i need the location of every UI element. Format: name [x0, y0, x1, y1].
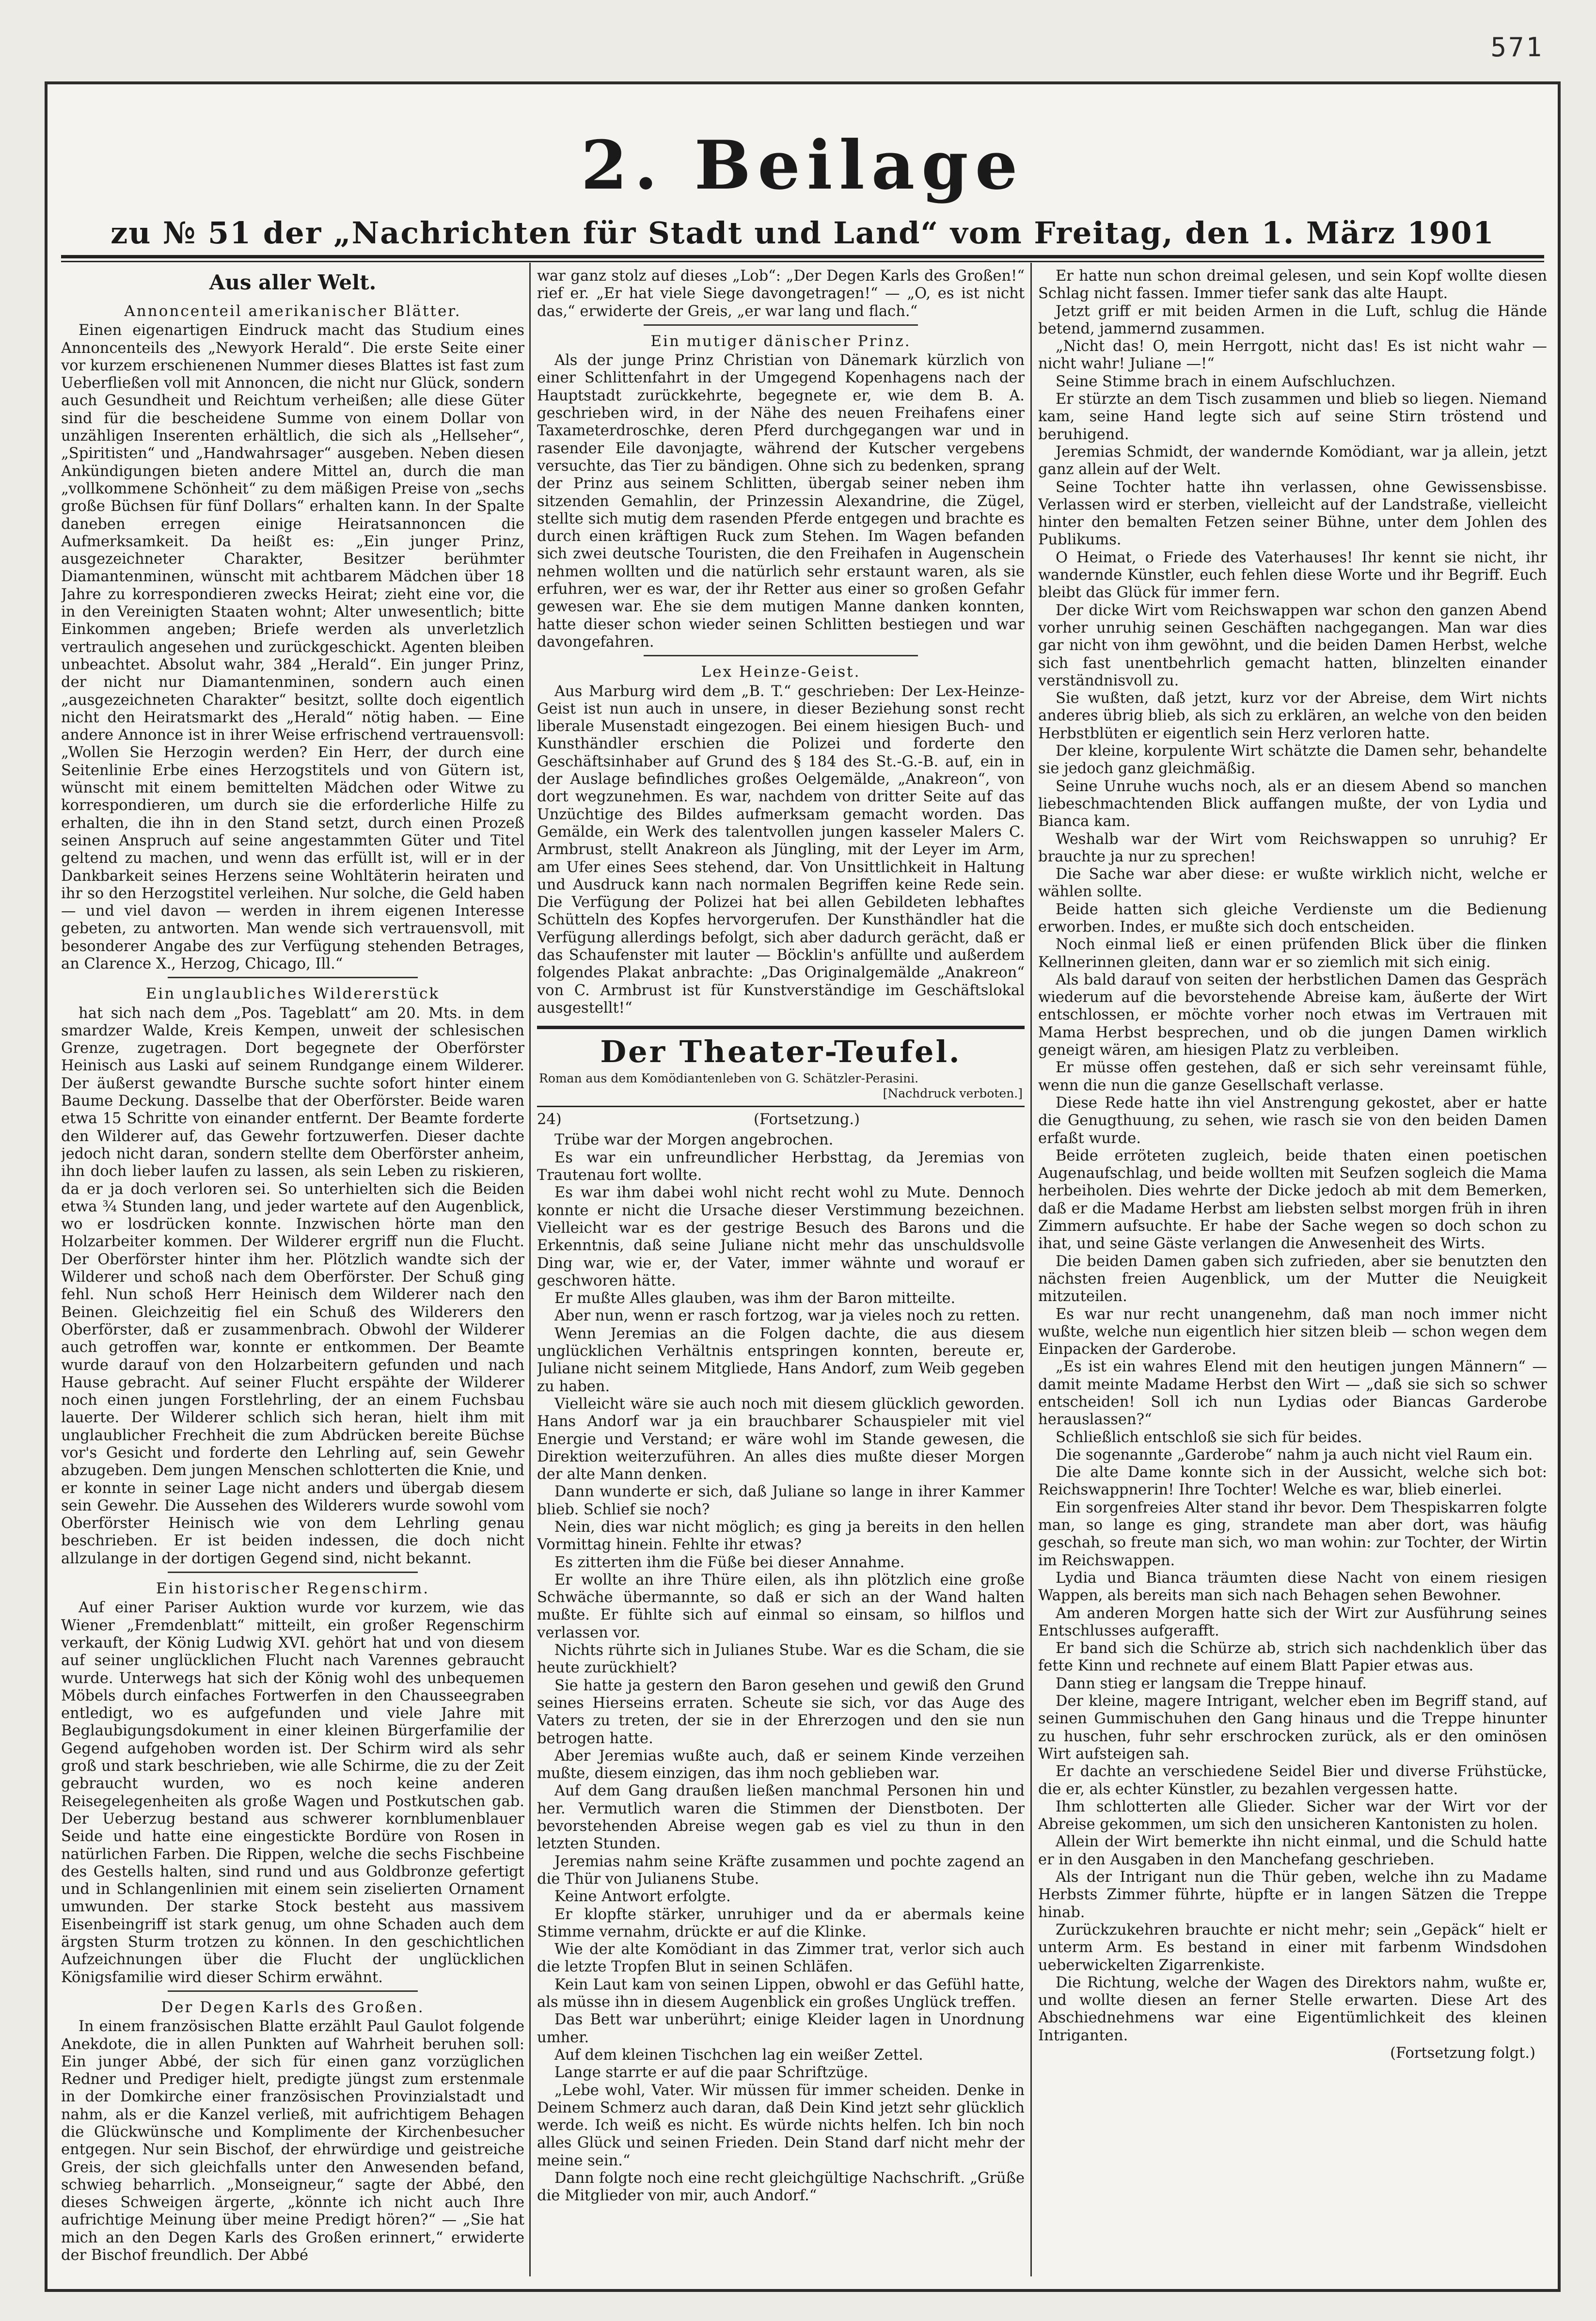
story-paragraph: Ihm schlotterten alle Glieder. Sicher war der Wirt vor der Abreise gekommen, um sich den unsicheren Kantonisten zu holen. — [1038, 1798, 1547, 1833]
story-paragraph: Wenn Jeremias an die Folgen dachte, die aus diesem unglücklichen Verhältnis entspringen konnten, bereute er, Juliane nicht seinem Mitgliede, Hans Andorf, zum Weib gegeben zu haben. — [537, 1325, 1025, 1395]
story-paragraph: Die beiden Damen gaben sich zufrieden, aber sie benutzten den nächsten freien Augenblick, um der Mutter die Neuigkeit mitzuteilen. — [1038, 1253, 1547, 1305]
column-divider — [529, 263, 531, 2276]
article-paragraph: war ganz stolz auf dieses „Lob“: „Der Degen Karls des Großen!“ rief er. „Er hat viele Siege davongetragen!“ — „O, es ist nicht das,“ erwiderte der Greis, „er war lang und flach.“ — [537, 268, 1025, 320]
story-paragraph: Als der Intrigant nun die Thür geben, welche ihn zu Madame Herbsts Zimmer führte, hüpfte er in langen Sätzen die Treppe hinab. — [1038, 1869, 1547, 1921]
article-paragraph: Als der junge Prinz Christian von Dänemark kürzlich von einer Schlittenfahrt in der Umgegend Kopenhagens nach der Hauptstadt zurückkehrte, begegnete er, wie dem B. A. geschrieben wird, in der Nähe des neuen Freihafens einer Taxameterdroschke, deren Pferd durchgegangen war und in rasender Eile davonjagte, während der Kutscher vergebens versuchte, das Tier zu bändigen. Ohne sich zu bedenken, sprang der Prinz aus seinem Schlitten, übergab seiner neben ihm sitzenden Gemahlin, der Prinzessin Alexandrine, die Zügel, stellte sich mutig dem rasenden Pferde entgegen und brachte es durch einen kräftigen Ruck zum Stehen. Im Wagen befanden sich zwei deutsche Touristen, die den Freihafen in Augenschein nehmen wollten und die natürlich sehr erstaunt waren, als sie erfuhren, wer es war, der ihr Retter aus einer so großen Gefahr gewesen war. Ehe sie dem mutigen Manne danken konnten, hatte dieser schon wieder seinen Schlitten bestiegen und war davongefahren. — [537, 352, 1025, 651]
story-paragraph: Es war ein unfreundlicher Herbsttag, da Jeremias von Trautenau fort wollte. — [537, 1149, 1025, 1184]
story-paragraph: Er müsse offen gestehen, daß er sich sehr vereinsamt fühle, wenn die nun die ganze Gesellschaft verlasse. — [1038, 1059, 1547, 1094]
story-paragraph: „Es ist ein wahres Elend mit den heutigen jungen Männern“ — damit meinte Madame Herbst den Wirt — „daß sie sich so schwer entscheiden! Soll ich nun Lydias oder Biancas Garderobe herauslassen?“ — [1038, 1358, 1547, 1429]
page-number: 571 — [1490, 32, 1544, 63]
story-paragraph: Jeremias Schmidt, der wandernde Komödiant, war ja allein, jetzt ganz allein auf der Welt. — [1038, 443, 1547, 478]
article-title: Ein mutiger dänischer Prinz. — [650, 332, 911, 350]
article-title: Lex Heinze-Geist. — [701, 663, 861, 681]
story-paragraph: Als bald darauf von seiten der herbstlichen Damen das Gespräch wiederum auf die bevorstehende Abreise kam, äußerte der Wirt entschlossen, er möchte vorher noch etwas im Vertrauen mit Mama Herbst besprechen, und ob die jungen Damen wirklich geneigt wären, am hiesigen Platz zu verbleiben. — [1038, 971, 1547, 1059]
story-paragraph: Der kleine, magere Intrigant, welcher eben im Begriff stand, auf seinen Gummischuhen den Gang hinaus und die Treppe hinunter zu huschen, fuhr sehr erschrocken zurück, als er den ominösen Wirt aufsteigen sah. — [1038, 1693, 1547, 1763]
story-paragraph: Wie der alte Komödiant in das Zimmer trat, verlor sich auch die letzte Tropfen Blut in seinen Schläfen. — [537, 1941, 1025, 1976]
story-paragraph: Schließlich entschloß sie sich für beides. — [1056, 1429, 1362, 1446]
story-paragraph: Sie hatte ja gestern den Baron gesehen und gewiß den Grund seines Hierseins erraten. Scheute sie sich, vor das Auge des Vaters zu treten, der sie in der Ehrerzogen und den sie nun betrogen hatte. — [537, 1677, 1025, 1747]
story-paragraph: Lange starrte er auf die paar Schriftzüge. — [554, 2064, 869, 2082]
masthead-rule — [61, 255, 1544, 258]
continuation-label: (Fortsetzung.) — [753, 1111, 860, 1129]
story-paragraph: Er stürzte an dem Tisch zusammen und blieb so liegen. Niemand kam, seine Hand legte sich auf seine Stirn tröstend und beruhigend. — [1038, 391, 1547, 443]
story-paragraph: Dann folgte noch eine recht gleichgültige Nachschrift. „Grüße die Mitglieder von mir, auch Andorf.“ — [537, 2169, 1025, 2205]
masthead — [47, 126, 1558, 251]
article-separator — [168, 1572, 418, 1573]
story-paragraph: Nichts rührte sich in Julianes Stube. War es die Scham, die sie heute zurückhielt? — [537, 1642, 1025, 1677]
story-paragraph: Am anderen Morgen hatte sich der Wirt zur Ausführung seines Entschlusses aufgerafft. — [1038, 1605, 1547, 1639]
story-paragraph: Es war nur recht unangenehm, daß man noch immer nicht wußte, welche nun eigentlich hier sitzen bleib — schon wegen dem Einpacken der Garderobe. — [1038, 1305, 1547, 1358]
to-be-continued — [1038, 2045, 1547, 2062]
masthead-rule-thin — [61, 261, 1544, 262]
article-title: Der Degen Karls des Großen. — [161, 1998, 425, 2016]
feuilleton-byline: Roman aus dem Komödiantenleben von G. Schätzler-Perasini. — [539, 1071, 919, 1086]
story-paragraph: Seine Tochter hatte ihn verlassen, ohne Gewissensbisse. Verlassen wird er sterben, vielleicht auf der Landstraße, vielleicht hinter den bemalten Fetzen seiner Bühne, unter dem Johlen des Publikums. — [1038, 478, 1547, 549]
article-paragraph: Aus Marburg wird dem „B. T.“ geschrieben: Der Lex-Heinze-Geist ist nun auch in unsere, in dieser Beziehung sonst recht liberale Musenstadt eingezogen. Bei einem hiesigen Buch- und Kunsthändler erschien die Polizei und forderte den Geschäftsinhaber auf Grund des § 184 des St.-G.-B. auf, ein in der Auslage befindliches großes Oelgemälde, „Anakreon“, von dort wegzunehmen. Es war, nachdem von dritter Seite auf das Unzüchtige des Bildes aufmerksam gemacht worden. Das Gemälde, ein Werk des talentvollen jungen kasseler Malers C. Armbrust, stellt Anakreon als Jüngling, mit der Leyer im Arm, am Ufer eines Sees stehend, dar. Von Unsittlichkeit in Haltung und Ausdruck kann nach normalen Begriffen keine Rede sein. Die Verfügung der Polizei hat bei allen Gebildeten lebhaftes Schütteln des Kopfes hervorgerufen. Der Kunsthändler hat die Verfügung allerdings befolgt, sich aber dadurch gerächt, daß er das Schaufenster mit lauter — Böcklin's anfüllte und außerdem folgendes Plakat anbrachte: „Das Originalgemälde „Anakreon“ von C. Armbrust ist für Kunstverständige im Geschäftslokal ausgestellt!“ — [537, 683, 1025, 1017]
story-paragraph: Sie wußten, daß jetzt, kurz vor der Abreise, dem Wirt nichts anderes übrig blieb, als sich zu erklären, an welche von den beiden Herbstblüten er eigentlich sein Herz verloren hatte. — [1038, 690, 1547, 742]
story-paragraph: Nein, dies war nicht möglich; es ging ja bereits in den hellen Vormittag hinein. Fehlte ihr etwas? — [537, 1519, 1025, 1554]
story-paragraph: „Lebe wohl, Vater. Wir müssen für immer scheiden. Denke in Deinem Schmerz auch daran, daß Dein Kind jetzt sehr glücklich werde. Ich weiß es nicht. Es würde nichts helfen. Ich bin noch alles Glück und seinen Frieden. Dein Stand darf nicht mehr der meine sein.“ — [537, 2082, 1025, 2169]
article-separator — [168, 977, 418, 978]
story-paragraph: Dann stieg er langsam die Treppe hinauf. — [1056, 1675, 1367, 1692]
story-paragraph: Das Bett war unberührt; einige Kleider lagen in Unordnung umher. — [537, 2011, 1025, 2046]
article-separator — [644, 655, 918, 656]
story-paragraph: O Heimat, o Friede des Vaterhauses! Ihr kennt sie nicht, ihr wandernde Künstler, euch fehlen diese Worte und ihr Begriff. Euch bleibt das Glück für immer fern. — [1038, 549, 1547, 602]
section-heading: Aus aller Welt. — [209, 270, 377, 294]
feuilleton-title: Der Theater-Teufel. — [600, 1034, 962, 1070]
column-2 — [537, 268, 1025, 2274]
story-paragraph: Aber nun, wenn er rasch fortzog, war ja vieles noch zu retten. — [554, 1307, 1020, 1325]
story-paragraph: Lydia und Bianca träumten diese Nacht von einem riesigen Wappen, als bereits man sich nach Behagen sehen Bewohner. — [1038, 1569, 1547, 1605]
masthead-title: 2. Beilage — [581, 126, 1025, 205]
article-paragraph: Auf einer Pariser Auktion wurde vor kurzem, wie das Wiener „Fremdenblatt“ mitteilt, ein großer Regenschirm verkauft, der König Ludwig XVI. gehört hat und von diesem auf seiner unglücklichen Flucht nach Varennes gebraucht wurde. Unterwegs hat sich der König wohl des unbequemen Möbels durch einfaches Fortwerfen in den Chausseegraben entledigt, wo es aufgefunden und viele Jahre mit Beglaubigungsdokument in einer kleinen Bürgerfamilie der Gegend aufgehoben worden ist. Der Schirm wird als sehr groß und stark beschrieben, wie alle Schirme, die zu der Zeit gebraucht wurden, wo es noch keine anderen Reisegelegenheiten als große Wagen und Postkutschen gab. Der Ueberzug bestand aus schwerer kornblumenblauer Seide und hatte eine eingestickte Bordüre von Rosen in natürlichen Farben. Die Rippen, welche die sechs Fischbeine des Gestells halten, sind rund und aus Goldbronze gefertigt und in Schlangenlinien mit einem sein ziselierten Ornament umwunden. Der starke Stock besteht aus massivem Eisenbeingriff ist stark genug, um ohne Schaden auch dem ärgsten Sturm trotzen zu können. In den geschichtlichen Aufzeichnungen über die Flucht der unglücklichen Königsfamilie wird dieser Schirm erwähnt. — [61, 1599, 524, 1986]
story-paragraph: Seine Stimme brach in einem Aufschluchzen. — [1056, 373, 1396, 390]
article-title: Annoncenteil amerikanischer Blätter. — [124, 302, 461, 320]
reprint-notice: [Nachdruck verboten.] — [883, 1086, 1023, 1101]
column-1 — [61, 268, 524, 2274]
story-paragraph: Jeremias nahm seine Kräfte zusammen und pochte zagend an die Thür von Julianens Stube. — [537, 1853, 1025, 1888]
story-paragraph: „Nicht das! O, mein Herrgott, nicht das! Es ist nicht wahr — nicht wahr! Juliane —!“ — [1038, 338, 1547, 373]
story-paragraph: Allein der Wirt bemerkte ihn nicht einmal, und die Schuld hatte er in den Ausgaben in den Manchefang geschrieben. — [1038, 1833, 1547, 1868]
story-paragraph: Keine Antwort erfolgte. — [554, 1888, 731, 1906]
story-paragraph: Noch einmal ließ er einen prüfenden Blick über die flinken Kellnerinnen gleiten, dann war er so ziemlich mit sich einig. — [1038, 936, 1547, 971]
story-paragraph: Die Sache war aber diese: er wußte wirklich nicht, welche er wählen sollte. — [1038, 866, 1547, 901]
story-paragraph: Trübe war der Morgen angebrochen. — [554, 1131, 834, 1149]
story-paragraph: Dann wunderte er sich, daß Juliane so lange in ihrer Kammer blieb. Schlief sie noch? — [537, 1483, 1025, 1518]
story-paragraph: Der kleine, korpulente Wirt schätzte die Damen sehr, behandelte sie jedoch ganz gleichmäßig. — [1038, 743, 1547, 778]
story-paragraph: Er hatte nun schon dreimal gelesen, und sein Kopf wollte diesen Schlag nicht fassen. Immer tiefer sank das alte Haupt. — [1038, 268, 1547, 302]
story-paragraph: Er band sich die Schürze ab, strich sich nachdenklich über das fette Kinn und rechnete auf einem Blatt Papier etwas aus. — [1038, 1640, 1547, 1675]
story-paragraph: Er wollte an ihre Thüre eilen, als ihn plötzlich eine große Schwäche übermannte, so daß er sich an der Wand halten mußte. Er fühlte sich auf einmal so einsam, so hilflos und verlassen vor. — [537, 1571, 1025, 1641]
story-paragraph: Auf dem Gang draußen ließen manchmal Personen hin und her. Vermutlich waren die Stimmen der Dienstboten. Der bevorstehenden Abreise wegen gab es viel zu thun in den letzten Stunden. — [537, 1782, 1025, 1853]
story-paragraph: Kein Laut kam von seinen Lippen, obwohl er das Gefühl hatte, als müsse ihn in diesem Augenblick ein großes Unglück treffen. — [537, 1976, 1025, 2011]
story-paragraph: Weshalb war der Wirt vom Reichswappen so unruhig? Er brauchte ja nur zu sprechen! — [1038, 830, 1547, 865]
story-paragraph: Es zitterten ihm die Füße bei dieser Annahme. — [554, 1554, 905, 1571]
chapter-line — [537, 1111, 1025, 1129]
story-paragraph: Auf dem kleinen Tischchen lag ein weißer Zettel. — [554, 2046, 923, 2064]
story-paragraph: Die alte Dame konnte sich in der Aussicht, welche sich bot: Reichswappnerin! Ihre Tochter! Welche es war, blieb einerlei. — [1038, 1464, 1547, 1499]
story-paragraph: Beide erröteten zugleich, beide thaten einen poetischen Augenaufschlag, und beide wollten mit Seufzen sogleich die Mama herbeiholen. Dies wehrte der Dicke jedoch ab mit dem Bemerken, daß er die Madame Herbst am liebsten selbst morgen früh in ihren Zimmern aufsuchte. Er habe der Sache wegen so doch schon zu ihat, und seine Gäste verlangen die Anwesenheit des Wirts. — [1038, 1147, 1547, 1253]
story-paragraph: Aber Jeremias wußte auch, daß er seinem Kinde verzeihen mußte, diesem einzigen, das ihm noch geblieben war. — [537, 1747, 1025, 1782]
article-title: Ein historischer Regenschirm. — [156, 1580, 430, 1598]
to-be-continued-label: (Fortsetzung folgt.) — [1390, 2044, 1535, 2062]
story-paragraph: Seine Unruhe wuchs noch, als er an diesem Abend so manchen liebeschmachtenden Blick auffangen mußte, der von Lydia und Bianca kam. — [1038, 778, 1547, 830]
chapter-number: 24) — [537, 1111, 562, 1129]
story-paragraph: Diese Rede hatte ihn viel Anstrengung gekostet, aber er hatte die Genugthuung, zu sehen, wie rasch sie von den beiden Damen erfaßt wurde. — [1038, 1094, 1547, 1147]
feuilleton-header — [537, 1026, 1025, 1107]
column-divider — [1030, 263, 1032, 2276]
story-paragraph: Ein sorgenfreies Alter stand ihr bevor. Dem Thespiskarren folgte man, so lange es ging, strandete man aber dort, was häufig geschah, so freute man sich, wo man wohin: zur Tochter, der Wirtin im Reichswappen. — [1038, 1499, 1547, 1569]
story-paragraph: Er klopfte stärker, unruhiger und da er abermals keine Stimme vernahm, drückte er auf die Klinke. — [537, 1906, 1025, 1940]
story-paragraph: Zurückzukehren brauchte er nicht mehr; sein „Gepäck“ hielt er unterm Arm. Es bestand in einer mit farbenm Windsdohen ueberwickelten Zigarrenkiste. — [1038, 1921, 1547, 1974]
story-paragraph: Beide hatten sich gleiche Verdienste um die Bedienung erworben. Indes, er mußte sich doch entscheiden. — [1038, 901, 1547, 936]
newspaper-page — [45, 81, 1561, 2292]
story-paragraph: Er dachte an verschiedene Seidel Bier und diverse Frühstücke, die er, als echter Künstler, zu bezahlen vergessen hatte. — [1038, 1763, 1547, 1798]
story-paragraph: Vielleicht wäre sie auch noch mit diesem glücklich geworden. Hans Andorf war ja ein brauchbarer Schauspieler mit viel Energie und Verstand; er wäre wohl im Stande gewesen, die Direktion weiterzuführen. An alles dies mußte dieser Morgen der alte Mann denken. — [537, 1395, 1025, 1483]
story-paragraph: Es war ihm dabei wohl nicht recht wohl zu Mute. Dennoch konnte er nicht die Ursache dieser Verstimmung bezeichnen. Vielleicht war es der gestrige Besuch des Barons und die Erkenntnis, daß seine Juliane nicht mehr das unschuldsvolle Ding war, wie er, der Vater, immer wähnte und worauf er geschworen hätte. — [537, 1184, 1025, 1289]
article-paragraph: In einem französischen Blatte erzählt Paul Gaulot folgende Anekdote, die in allen Punkten auf Wahrheit beruhen soll: Ein junger Abbé, der sich für einen ganz vorzüglichen Redner und Prediger hielt, predigte jüngst zum erstenmale in der Domkirche einer französischen Provinzialstadt und nahm, als er die Kanzel verließ, mit aufrichtigem Behagen die Glückwünsche und Komplimente der Kirchenbesucher entgegen. Nur sein Bischof, der ehrwürdige und geistreiche Greis, der sich gleichfalls unter den Anwesenden befand, schwieg beharrlich. „Monseigneur,“ sagte der Abbé, den dieses Schweigen ärgerte, „könnte ich nicht auch Ihre aufrichtige Meinung über meine Predigt hören?“ — „Sie hat mich an den Degen Karls des Großen erinnert,“ erwiderte der Bischof freundlich. Der Abbé — [61, 2018, 524, 2264]
article-paragraph: hat sich nach dem „Pos. Tageblatt“ am 20. Mts. in dem smardzer Walde, Kreis Kempen, unweit der schlesischen Grenze, zugetragen. Dort begegnete der Oberförster Heinisch aus Laski auf seinem Rundgange einem Wilderer. Der äußerst gewandte Bursche suchte sofort hinter einem Baume Deckung. Dasselbe that der Oberförster. Beide waren etwa 15 Schritte von einander entfernt. Der Beamte forderte den Wilderer auf, das Gewehr fortzuwerfen. Dieser dachte jedoch nicht daran, sondern stellte dem Oberförster anheim, ihn doch lieber laufen zu lassen, als sein Leben zu riskieren, da er ja doch verloren sei. So unterhielten sich die Beiden etwa ¾ Stunden lang, und jeder wartete auf den Augenblick, wo er losdrücken konnte. Inzwischen hörte man den Holzarbeiter kommen. Der Wilderer ergriff nun die Flucht. Der Oberförster hinter ihm her. Plötzlich wandte sich der Wilderer und schoß nach dem Oberförster. Der Schuß ging fehl. Nun schoß Herr Heinisch dem Wilderer nach den Beinen. Gleichzeitig fiel ein Schuß des Wilderers den Oberförster, daß er zusammenbrach. Obwohl der Wilderer auch getroffen war, konnte er entkommen. Der Beamte wurde darauf von den Holzarbeitern gefunden und nach Hause gebracht. Auf seiner Flucht erspähte der Wilderer noch einen jungen Forstlehrling, der an einem Fuchsbau lauerte. Der Wilderer schlich sich heran, hielt ihm mit unglaublicher Frechheit die zum Abdrücken bereite Büchse vor's Gesicht und forderte den Lehrling auf, sein Gewehr abzugeben. Dem jungen Menschen schlotterten die Knie, und er konnte in seiner Lage nicht anders und übergab diesem sein Gewehr. Die Aussehen des Wilderers wurde sowohl vom Oberförster Heinisch wie von dem Lehrling genau beschrieben. Er ist beiden indessen, die doch nicht allzulange in der dortigen Gegend sind, nicht bekannt. — [61, 1004, 524, 1567]
column-3 — [1038, 268, 1547, 2274]
article-paragraph: Einen eigenartigen Eindruck macht das Studium eines Annoncenteils des „Newyork Herald“. Die erste Seite einer vor kurzem erschienenen Nummer dieses Blattes ist fast zum Ueberfließen voll mit Annoncen, die nicht nur Glück, sondern auch Gesundheit und Reichtum verheißen; alle diese Güter sind für die bescheidene Summe von einem Dollar von unzähligen Inserenten erhältlich, die sich als „Hellseher“, „Spiritisten“ und „Handwahrsager“ ausgeben. Neben diesen Ankündigungen bieten andere Mittel an, durch die man „vollkommene Schönheit“ zu dem mäßigen Preise von „sechs große Büchsen für fünf Dollars“ erhalten kann. In der Spalte daneben erregen einige Heiratsannoncen die Aufmerksamkeit. Da heißt es: „Ein junger Prinz, ausgezeichneter Charakter, Besitzer berühmter Diamantenminen, wünscht mit achtbarem Mädchen über 18 Jahre zu korrespondieren zwecks Heirat; zieht eine vor, die in den Vereinigten Staaten wohnt; Alter unwesentlich; bitte Einkommen angeben; Briefe werden als unverletzlich vertraulich angesehen und zurückgeschickt. Agenten bleiben unbeachtet. Absolut wahr, 384 „Herald“. Ein junger Prinz, der nicht nur Diamantenminen, sondern auch einen „ausgezeichneten Charakter“ besitzt, sollte doch eigentlich nicht den Heiratsmarkt des „Herald“ nötig haben. — Eine andere Annonce ist in ihrer Weise erfrischend vertrauensvoll: „Wollen Sie Herzogin werden? Ein Herr, der durch eine Seitenlinie Erbe eines Herzogstitels und von Gütern ist, wünscht mit einem bemittelten Mädchen oder Witwe zu korrespondieren, um durch sie die erforderliche Hilfe zu erhalten, die ihn in den Stand setzt, durch einen Prozeß seinen Anspruch auf seine angestammten Güter und Titel geltend zu machen, und wenn das erfüllt ist, will er in der Dankbarkeit seines Herzens seine Wohltäterin heiraten und ihr so den Herzogstitel verleihen. Nur solche, die Geld haben — und viel davon — werden in ihrem eigenen Interesse gebeten, zu antworten. Man wende sich vertrauensvoll, mit besonderer Angabe des zur Verfügung stehenden Betrages, an Clarence X., Herzog, Chicago, Ill.“ — [61, 322, 524, 972]
masthead-subtitle: zu № 51 der „Nachrichten für Stadt und Land“ vom Freitag, den 1. März 1901 — [111, 215, 1495, 251]
story-paragraph: Die Richtung, welche der Wagen des Direktors nahm, wußte er, und wollte diesen an ferner Stelle erwarten. Diese Art des Abschiednehmens war eine Eigentümlichkeit des kleinen Intriganten. — [1038, 1974, 1547, 2044]
story-paragraph: Die sogenannte „Garderobe“ nahm ja auch nicht viel Raum ein. — [1056, 1446, 1533, 1463]
story-paragraph: Jetzt griff er mit beiden Armen in die Luft, schlug die Hände betend, jammernd zusammen. — [1038, 302, 1547, 337]
article-title: Ein unglaubliches Wildererstück — [145, 985, 440, 1003]
story-paragraph: Der dicke Wirt vom Reichswappen war schon den ganzen Abend vorher unruhig seinen Geschäften nachgegangen. Man war dies gar nicht von ihm gewöhnt, und die beiden Damen Herbst, welche sich fast unentbehrlich gemacht hatten, blinzelten einander verständnisvoll zu. — [1038, 602, 1547, 689]
article-separator — [168, 1990, 418, 1992]
article-separator — [644, 324, 918, 326]
story-paragraph: Er mußte Alles glauben, was ihm der Baron mitteilte. — [554, 1290, 956, 1307]
